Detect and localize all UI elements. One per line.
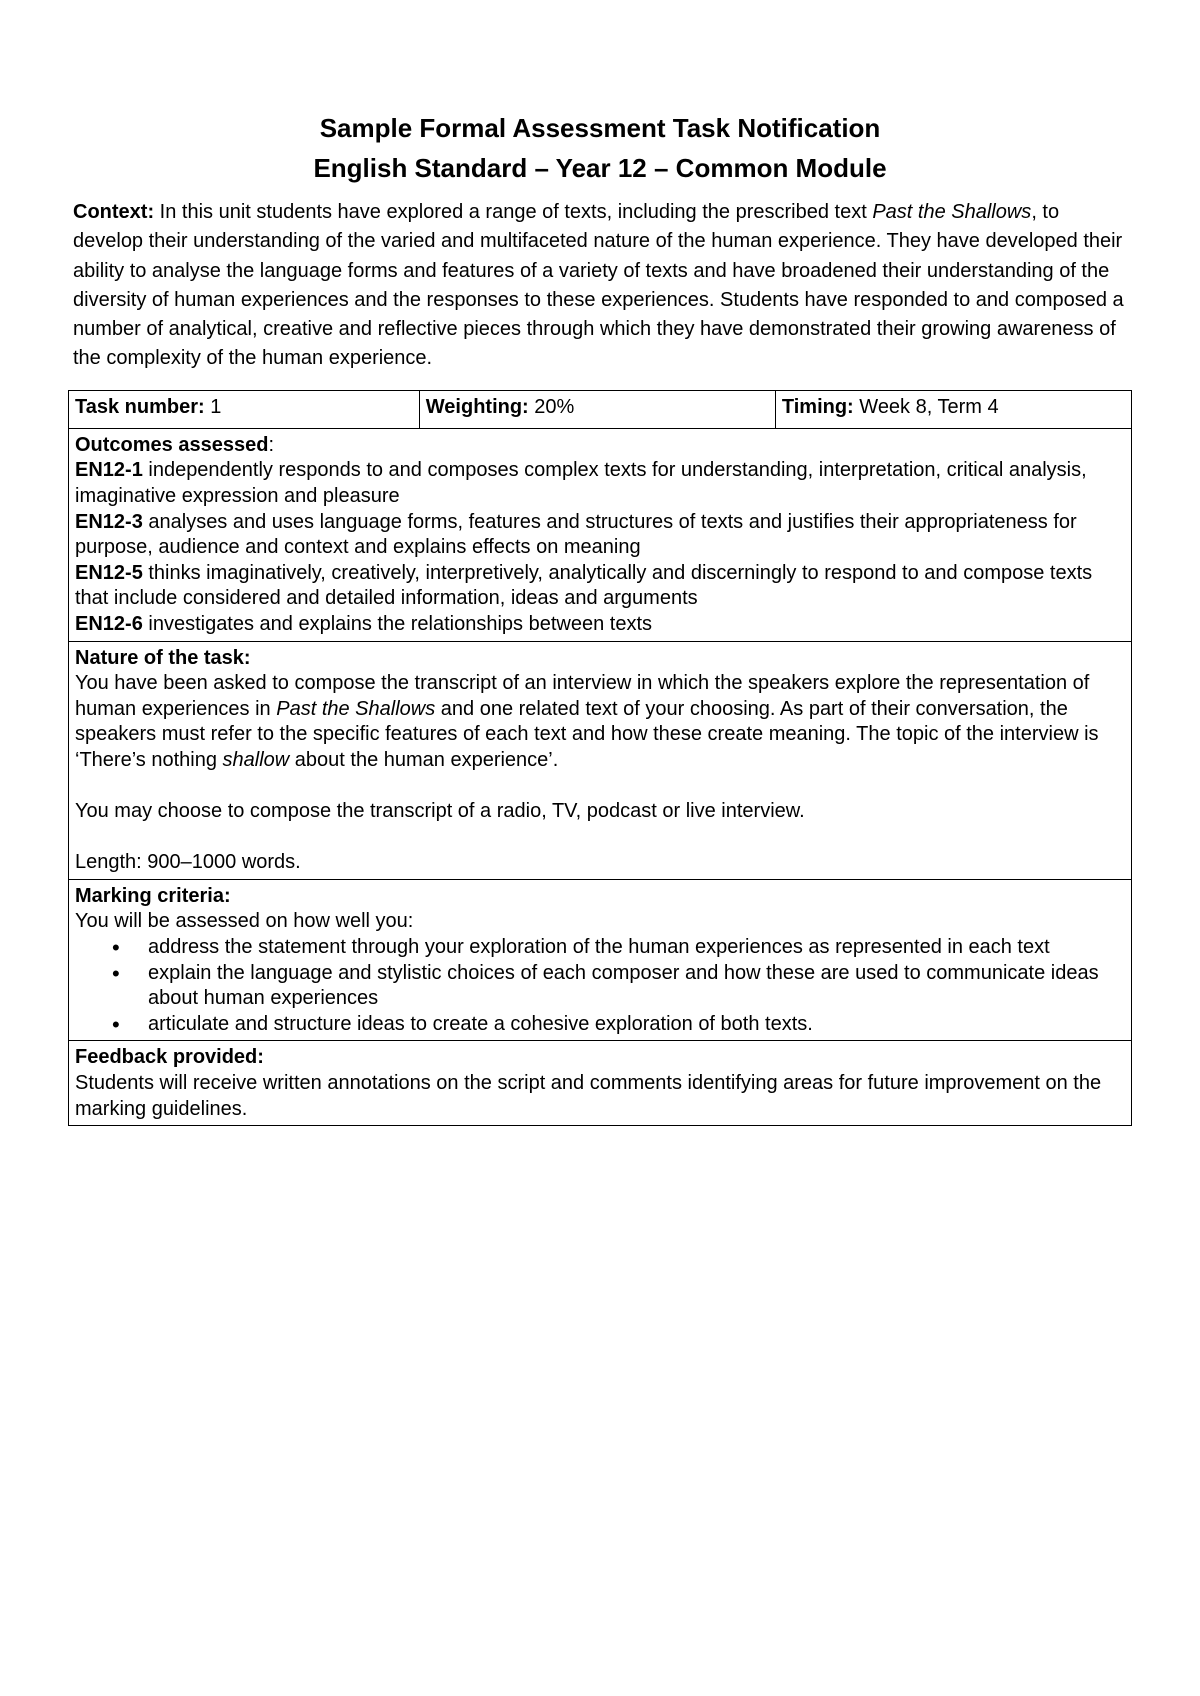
- marking-intro: You will be assessed on how well you:: [75, 910, 414, 933]
- document-page: [68, 100, 1132, 1126]
- outcome-code: EN12-3: [75, 510, 143, 533]
- outcome-item: [75, 561, 1125, 612]
- outcomes-cell: [69, 428, 1132, 641]
- paragraph-spacer: [75, 825, 1125, 851]
- criteria-item: • address the statement through your exploration of the human experiences as represented in each text: [148, 935, 1125, 961]
- outcome-text: investigates and explains the relationships between texts: [148, 612, 653, 635]
- outcomes-colon: :: [268, 433, 274, 456]
- outcome-code: EN12-5: [75, 561, 143, 584]
- outcome-text: thinks imaginatively, creatively, interpretively, analytically and discerningly to respond to and compose texts that include considered and detailed information, ideas and arguments: [75, 561, 1093, 610]
- nature-paragraph-1: [75, 671, 1125, 773]
- nature-italic-title: Past the Shallows: [276, 697, 436, 720]
- timing-label: Timing:: [781, 395, 854, 418]
- marking-row: [69, 879, 1132, 1041]
- nature-text-1: You have been asked to compose the transcript of an interview in which the speakers explore the representation of human experiences in: [75, 672, 1090, 720]
- task-number-cell: [69, 390, 420, 428]
- context-text-1: In this unit students have explored a range of texts, including the prescribed text: [159, 201, 867, 223]
- marking-label: Marking criteria:: [75, 884, 231, 907]
- criteria-item: • explain the language and stylistic choices of each composer and how these are used to communicate ideas about human experiences: [148, 961, 1125, 1012]
- context-paragraph: [73, 198, 1131, 374]
- nature-paragraph-2: You may choose to compose the transcript of a radio, TV, podcast or live interview.: [75, 800, 805, 823]
- paragraph-spacer: [75, 774, 1125, 800]
- outcome-text: analyses and uses language forms, features and structures of texts and justifies their appropriateness for purpose, audience and context and explains effects on meaning: [75, 510, 1077, 559]
- timing-cell: [775, 390, 1131, 428]
- context-label: Context:: [73, 201, 155, 223]
- weighting-cell: [419, 390, 775, 428]
- feedback-label: Feedback provided:: [75, 1046, 264, 1069]
- criteria-item: • articulate and structure ideas to create a cohesive exploration of both texts.: [148, 1012, 1125, 1038]
- outcomes-row: [69, 428, 1132, 641]
- nature-length: Length: 900–1000 words.: [75, 851, 301, 874]
- outcome-item: [75, 458, 1125, 509]
- nature-text-3: about the human experience’.: [294, 748, 559, 771]
- outcomes-label: Outcomes assessed: [75, 433, 269, 456]
- outcome-item: [75, 510, 1125, 561]
- nature-cell: [69, 641, 1132, 879]
- task-number-value: 1: [210, 395, 222, 418]
- nature-row: [69, 641, 1132, 879]
- document-title: Sample Formal Assessment Task Notification: [319, 113, 881, 143]
- outcome-code: EN12-6: [75, 612, 143, 635]
- task-number-label: Task number:: [75, 395, 205, 418]
- weighting-value: 20%: [534, 395, 575, 418]
- task-info-row: [69, 390, 1132, 428]
- feedback-cell: [69, 1041, 1132, 1126]
- outcome-text: independently responds to and composes complex texts for understanding, interpretation, critical analysis, imaginative expression and pleasure: [75, 459, 1087, 507]
- nature-text-2: and one related text of your choosing. As part of their conversation, the speakers must refer to the specific features of each text and how these create meaning. The topic of the interview is ‘There’s nothing: [75, 697, 1099, 771]
- marking-cell: [69, 879, 1132, 1041]
- outcome-item: [75, 612, 1125, 638]
- nature-label: Nature of the task:: [75, 646, 251, 669]
- timing-value: Week 8, Term 4: [859, 395, 999, 418]
- task-table: [68, 390, 1132, 1126]
- outcomes-heading: [75, 433, 1125, 459]
- outcome-code: EN12-1: [75, 459, 143, 482]
- document-subtitle: English Standard – Year 12 – Common Module: [313, 153, 887, 183]
- feedback-text: Students will receive written annotations on the script and comments identifying areas for future improvement on the marking guidelines.: [75, 1072, 1102, 1120]
- nature-italic-shallow: shallow: [222, 748, 290, 771]
- context-text-2: , to develop their understanding of the varied and multifaceted nature of the human experience. They have developed their ability to analyse the language forms and features of a variety of texts and have broadened their understanding of the diversity of human experiences and the responses to these experiences. Students have responded to and composed a number of analytical, creative and reflective pieces through which they have demonstrated their growing awareness of the complexity of the human experience.: [73, 201, 1124, 370]
- feedback-row: [69, 1041, 1132, 1126]
- weighting-label: Weighting:: [425, 395, 529, 418]
- criteria-list: [75, 935, 1125, 1037]
- context-italic-title: Past the Shallows: [872, 201, 1032, 223]
